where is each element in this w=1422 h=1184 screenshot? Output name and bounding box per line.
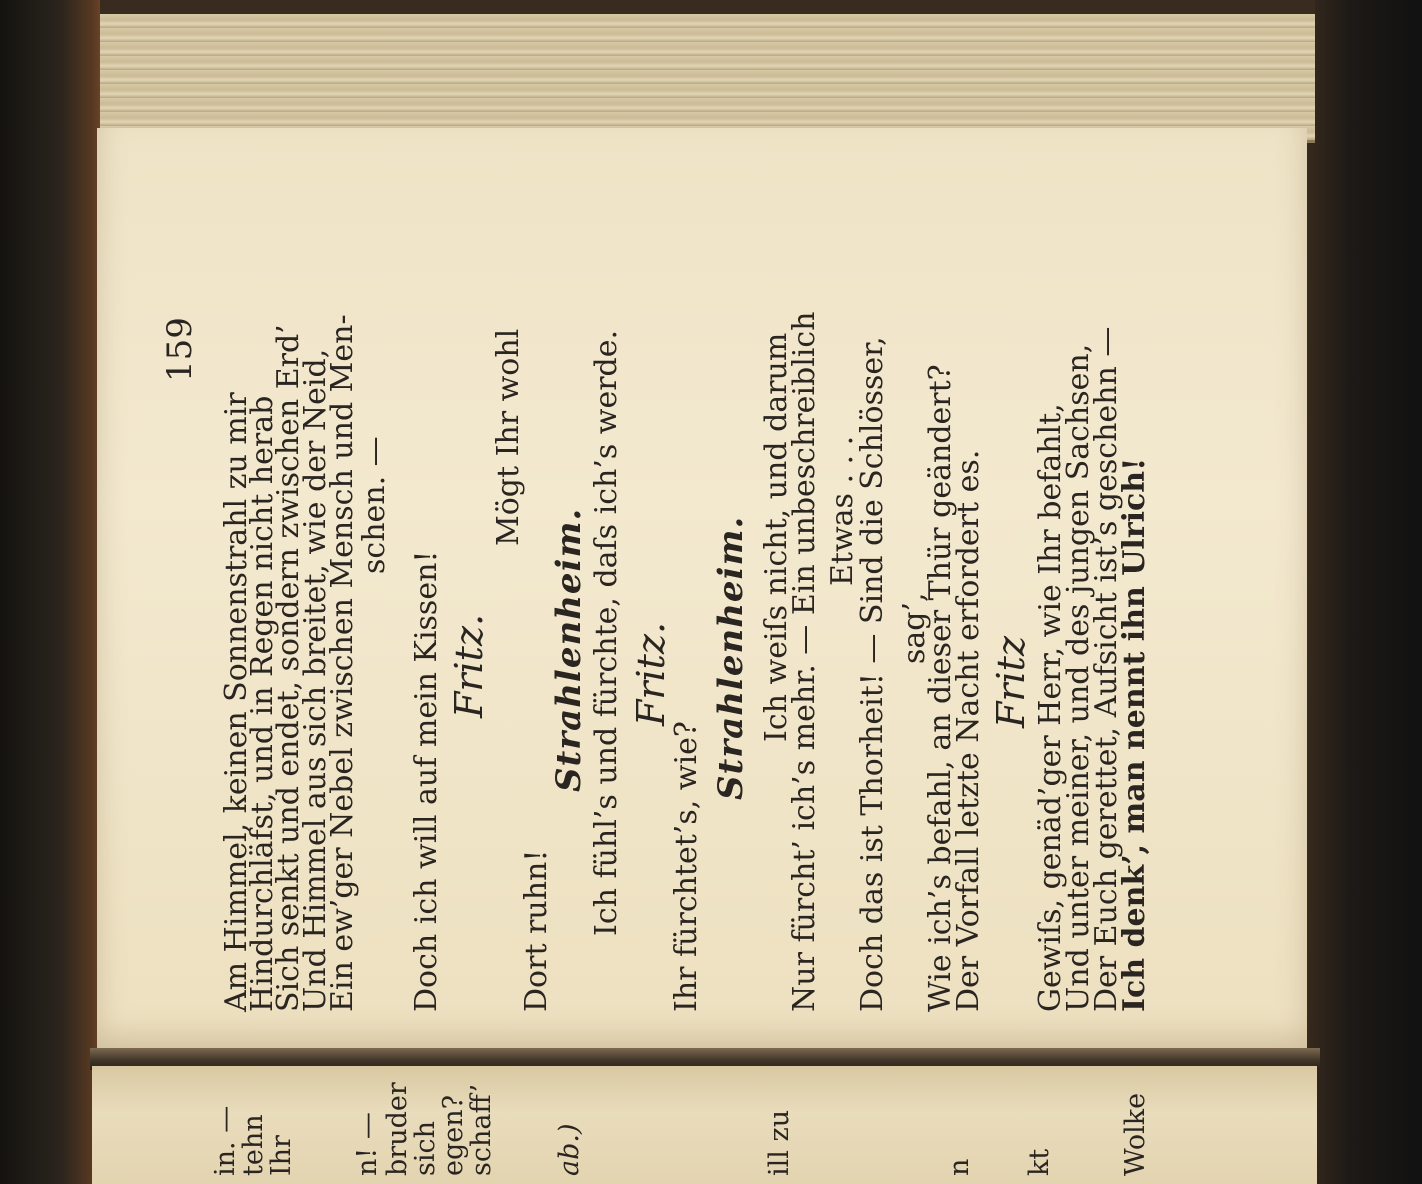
text-line-1: Am Himmel, keinen Sonnenstrahl zu mir	[219, 392, 254, 1012]
text-line-10b: Nur fürcht’ ich’s mehr. — Ein unbeschreiblich	[787, 311, 822, 1012]
text-line-7b: Dort ruhn!	[519, 849, 554, 1012]
text-line-17: Ich denk’, man nennt ihn Ulrich!	[1117, 457, 1152, 1012]
speaker-strahlenheim-2: Strahlenheim.	[711, 515, 751, 800]
text-line-14: Gewiſs, genäd’ger Herr, wie Ihr befahlt,	[1033, 403, 1068, 1012]
book-edge-right	[1300, 0, 1422, 1184]
page-stack-edges	[100, 0, 1315, 143]
facing-text-4: n! —	[352, 1112, 383, 1176]
facing-text-2: tehn	[238, 1114, 269, 1176]
text-line-6: Doch ich will auf mein Kissen!	[409, 550, 444, 1012]
text-line-8: Ich fühl’s und fürchte, daſs ich’s werde.	[589, 329, 624, 936]
text-line-11b: sag’,	[897, 592, 932, 664]
facing-text-10: ill zu	[764, 1109, 795, 1176]
text-line-10c: Etwas . . .	[825, 435, 860, 586]
text-line-16: Der Euch gerettet, Aufsicht ist’s geschehn —	[1089, 326, 1124, 1012]
text-line-7a: Mögt Ihr wohl	[491, 328, 526, 546]
text-line-15: Und unter meiner, und des jungen Sachsen,	[1061, 343, 1096, 1012]
speaker-fritz-3: Fritz	[989, 636, 1033, 728]
facing-text-13: Wolke	[1120, 1092, 1151, 1176]
speaker-fritz-2: Fritz.	[629, 621, 673, 726]
text-line-13: Der Vorfall letzte Nacht erfordert es.	[951, 449, 986, 1012]
text-line-3: Sich senkt und endet, sondern zwischen Erd’	[271, 324, 306, 1012]
text-line-9: Ihr fürchtet’s, wie?	[669, 721, 704, 1012]
text-line-4: Und Himmel aus sich breitet, wie der Neid,	[298, 348, 333, 1012]
facing-text-7: egen?	[438, 1094, 469, 1176]
speaker-strahlenheim-1: Strahlenheim.	[549, 507, 589, 792]
text-line-12: Wie ich’s befahl, an dieser Thür geändert?	[923, 364, 958, 1012]
text-line-10a: Ich weiſs nicht, und darum	[759, 332, 794, 742]
speaker-fritz-1: Fritz.	[447, 613, 491, 718]
facing-text-6: sich	[410, 1120, 441, 1176]
page-number: 159	[160, 317, 200, 382]
facing-text-3: Ihr	[266, 1135, 297, 1176]
text-line-11: Doch das ist Thorheit! — Sind die Schlösser,	[855, 336, 890, 1012]
facing-text-1: in. —	[210, 1105, 241, 1176]
text-line-5: Ein ew’ger Nebel zwischen Mensch und Men-	[325, 314, 360, 1012]
facing-text-12: kt	[1024, 1148, 1055, 1176]
facing-text-8: schaff’	[466, 1083, 497, 1176]
binding-strip	[100, 0, 1315, 14]
facing-text-11: n	[944, 1158, 975, 1176]
text-line-2: Hindurchläfst, und in Regen nicht herab	[245, 395, 280, 1012]
facing-text-9: ab.)	[554, 1123, 585, 1176]
facing-text-5: bruder	[382, 1082, 413, 1176]
book-cover-left	[0, 0, 110, 1184]
text-line-5b: schen. —	[357, 436, 392, 574]
